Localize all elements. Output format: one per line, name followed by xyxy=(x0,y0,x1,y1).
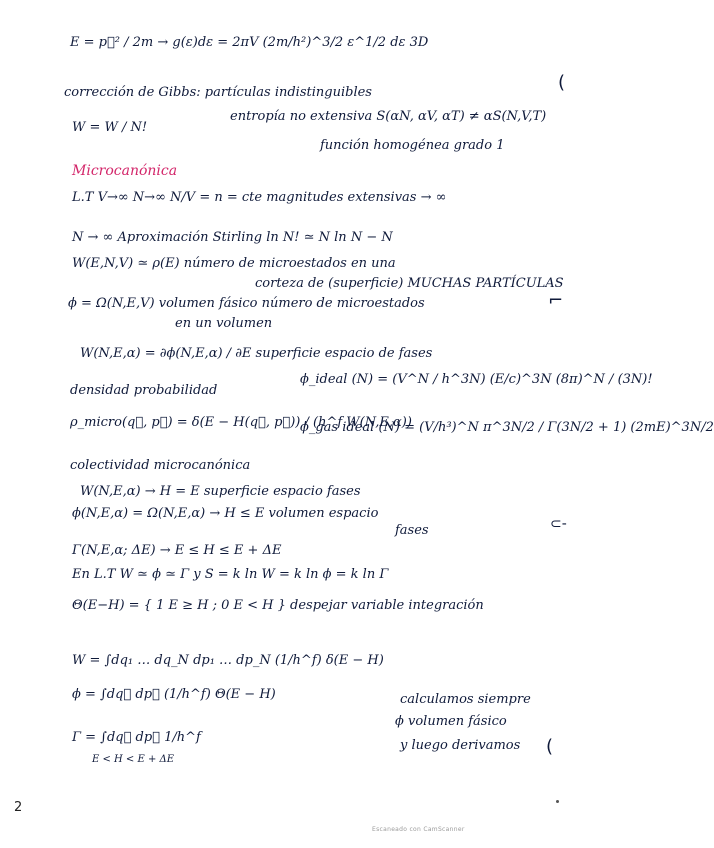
text-integration-bounds: E < H < E + ΔE xyxy=(92,754,175,765)
page-number: 2 xyxy=(14,800,23,815)
text-then-differentiate: y luego derivamos xyxy=(400,738,521,753)
text-phases: fases xyxy=(395,523,429,538)
scanner-footer: Escaneado con CamScanner xyxy=(372,826,465,833)
text-thermodynamic-limit: L.T V→∞ N→∞ N/V = n = cte magnitudes extensivas → ∞ xyxy=(72,190,447,205)
equation-phi-integral: ϕ = ∫dq⃗ dp⃗ (1/h^f) Θ(E − H) xyxy=(72,687,276,702)
bracket-mark-2: ⌐ xyxy=(548,290,564,311)
equation-energy-density: E = p⃗² / 2m → g(ε)dε = 2πV (2m/h²)^3/2 ε^1/2 dε 3D xyxy=(70,35,429,50)
equation-rho-micro: ρ_micro(q⃗, p⃗) = δ(E − H(q⃗, p⃗)) / (h^f W(N,E,α)) xyxy=(70,415,412,430)
equation-w-over-n-factorial: W = W / N! xyxy=(72,120,148,135)
equation-w-integral: W = ∫dq₁ … dq_N dp₁ … dp_N (1/h^f) δ(E − H) xyxy=(72,653,384,668)
text-always-calculate: calculamos siempre xyxy=(400,692,531,707)
equation-gamma-integral: Γ = ∫dq⃗ dp⃗ 1/h^f xyxy=(72,730,201,745)
bracket-mark: ( xyxy=(558,72,566,93)
text-thermodynamic-limit-entropy: En L.T W ≃ ϕ ≃ Γ y S = k ln W = k ln ϕ = k ln Γ xyxy=(72,567,389,582)
text-shell-many-particles: corteza de (superficie) MUCHAS PARTÍCULAS xyxy=(255,276,564,291)
text-phi-volume: ϕ(N,E,α) = Ω(N,E,α) → H ≤ E volumen espacio xyxy=(72,506,379,521)
equation-w-derivative: W(N,E,α) = ∂ϕ(N,E,α) / ∂E superficie espacio de fases xyxy=(80,346,433,361)
text-gibbs-correction: corrección de Gibbs: partículas indistinguibles xyxy=(64,85,372,100)
equation-phi-ideal-gas: ϕ_gas ideal (N) = (V/h³)^N π^3N/2 / Γ(3N/2 + 1) (2mE)^3N/2 xyxy=(300,420,714,435)
arrow-mark: ⊂- xyxy=(550,516,567,532)
text-stirling: N → ∞ Aproximación Stirling ln N! ≃ N ln N − N xyxy=(72,230,393,245)
text-in-a-volume: en un volumen xyxy=(175,316,273,331)
text-w-surface: W(N,E,α) → H = E superficie espacio fases xyxy=(80,484,361,499)
text-entropy-non-extensive: entropía no extensiva S(αN, αV, αT) ≠ αS(N,V,T) xyxy=(230,109,547,124)
text-phase-volume: ϕ = Ω(N,E,V) volumen fásico número de microestados xyxy=(68,296,425,311)
text-phase-volume-note: ϕ volumen fásico xyxy=(395,714,507,729)
bracket-mark-3: ( xyxy=(546,736,554,757)
text-w-microstates: W(E,N,V) ≃ ρ(E) número de microestados en una xyxy=(72,256,396,271)
text-homogeneous-function: función homogénea grado 1 xyxy=(320,138,505,153)
text-microcanonical-ensemble: colectividad microcanónica xyxy=(70,458,251,473)
text-gamma-shell: Γ(N,E,α; ΔE) → E ≤ H ≤ E + ΔE xyxy=(72,543,282,558)
equation-heaviside: Θ(E−H) = { 1 E ≥ H ; 0 E < H } despejar variable integración xyxy=(72,598,484,613)
equation-phi-ideal: ϕ_ideal (N) = (V^N / h^3N) (E/c)^3N (8π)^N / (3N)! xyxy=(300,372,653,387)
text-probability-density: densidad probabilidad xyxy=(70,383,218,398)
section-title-microcanonical: Microcanónica xyxy=(72,163,178,179)
dot-mark xyxy=(556,800,559,803)
